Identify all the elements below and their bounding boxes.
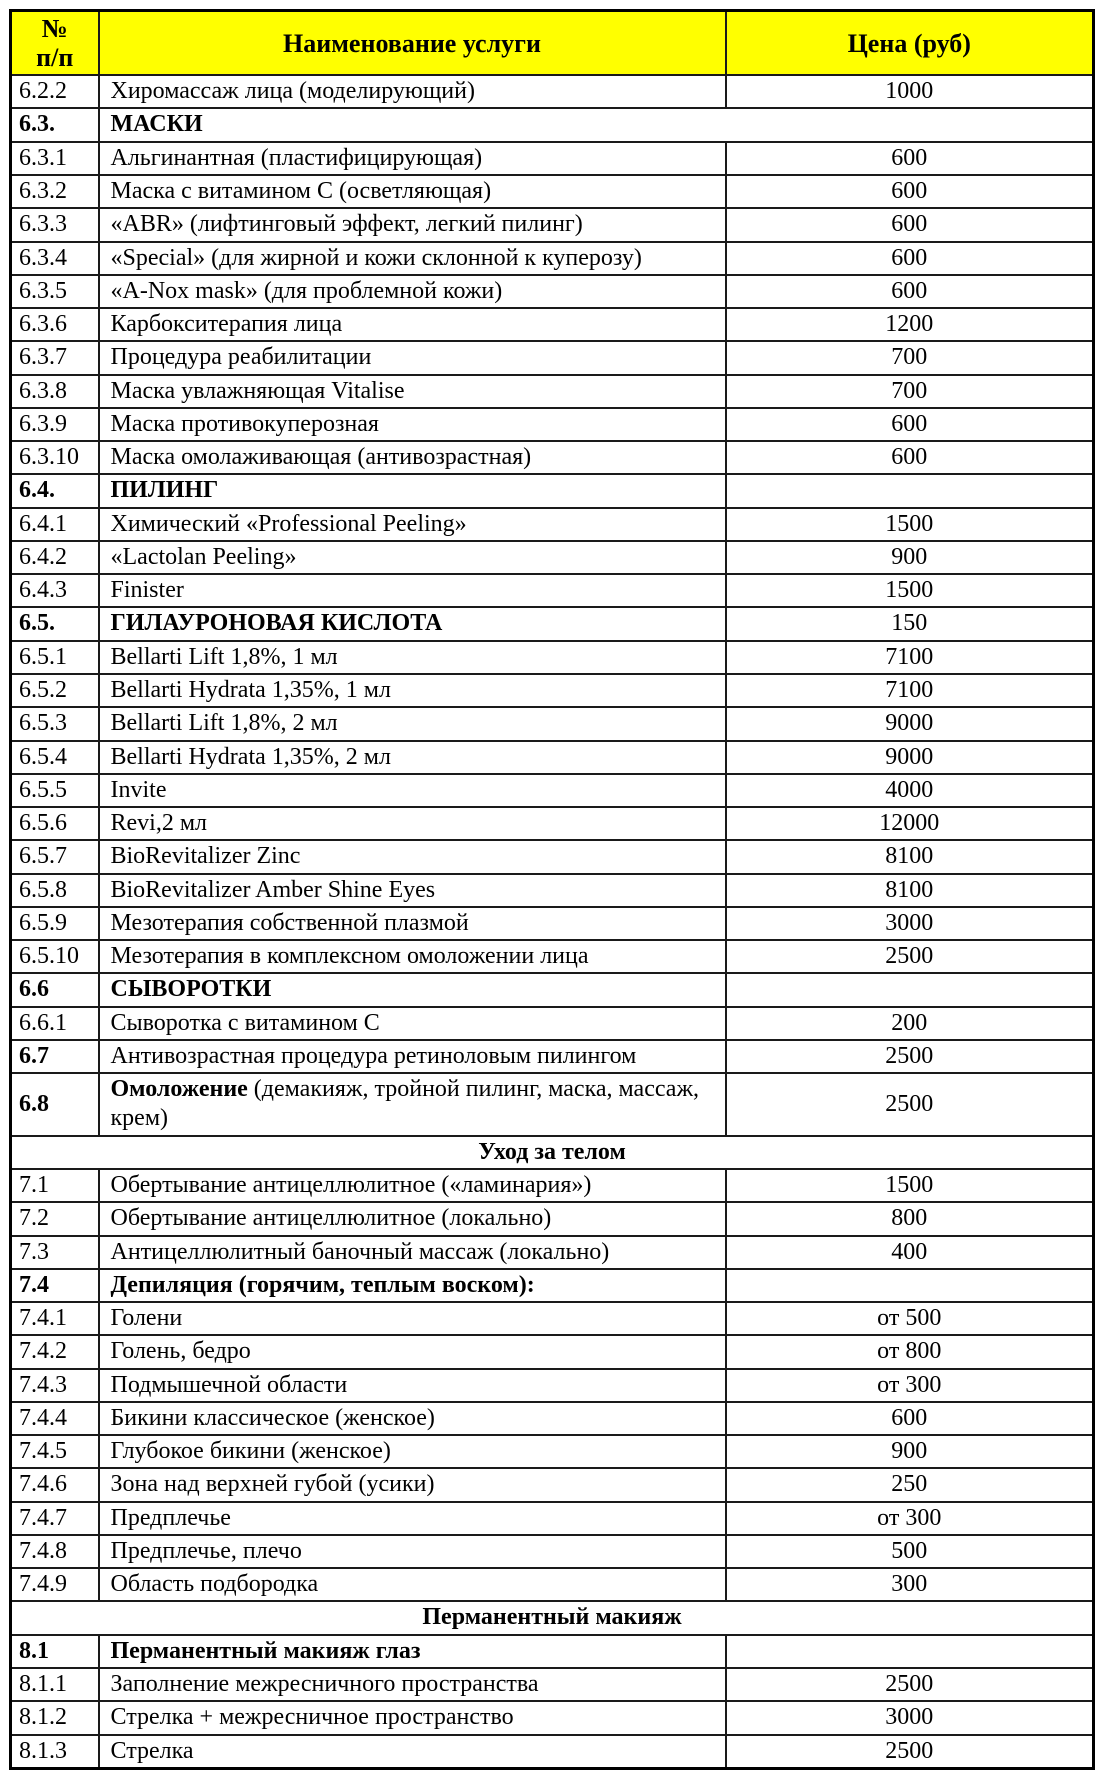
price-value: 9000 — [726, 741, 1094, 774]
service-name: Бикини классическое (женское) — [99, 1402, 726, 1435]
section-row — [11, 1269, 1094, 1302]
table-row — [11, 1369, 1094, 1402]
price-table — [9, 9, 1095, 1770]
price-value: 1500 — [726, 508, 1094, 541]
row-number: 6.5.10 — [11, 940, 99, 973]
row-number: 6.5.9 — [11, 907, 99, 940]
price-value: 900 — [726, 1435, 1094, 1468]
table-row — [11, 1568, 1094, 1601]
price-value: 600 — [726, 1402, 1094, 1435]
price-value: от 300 — [726, 1369, 1094, 1402]
table-row — [11, 1701, 1094, 1734]
table-row — [11, 940, 1094, 973]
price-value: от 500 — [726, 1302, 1094, 1335]
service-name: Зона над верхней губой (усики) — [99, 1468, 726, 1501]
price-value: 250 — [726, 1468, 1094, 1501]
row-number: 7.4 — [11, 1269, 99, 1302]
service-name: Антивозрастная процедура ретиноловым пилингом — [99, 1040, 726, 1073]
table-row — [11, 408, 1094, 441]
price-value: 9000 — [726, 707, 1094, 740]
table-row — [11, 1302, 1094, 1335]
row-number: 6.5.1 — [11, 641, 99, 674]
price-value: 600 — [726, 242, 1094, 275]
table-row — [11, 75, 1094, 108]
row-number: 6.5.6 — [11, 807, 99, 840]
price-value: 600 — [726, 275, 1094, 308]
row-number: 6.3.7 — [11, 341, 99, 374]
table-row — [11, 1502, 1094, 1535]
price-value: 3000 — [726, 1701, 1094, 1734]
service-name: ПИЛИНГ — [99, 474, 726, 507]
price-value: 1000 — [726, 75, 1094, 108]
row-number: 6.3.10 — [11, 441, 99, 474]
table-row — [11, 242, 1094, 275]
table-row — [11, 1169, 1094, 1202]
service-name: Омоложение (демакияж, тройной пилинг, маска, массаж, крем) — [99, 1073, 726, 1136]
price-value: 8100 — [726, 840, 1094, 873]
col-header-price: Цена (руб) — [726, 11, 1094, 76]
section-row — [11, 1635, 1094, 1668]
table-row — [11, 1402, 1094, 1435]
price-value: 3000 — [726, 907, 1094, 940]
table-row — [11, 541, 1094, 574]
service-name: Голень, бедро — [99, 1335, 726, 1368]
col-header-service: Наименование услуги — [99, 11, 726, 76]
row-number: 6.4.1 — [11, 508, 99, 541]
row-number: 7.4.2 — [11, 1335, 99, 1368]
price-value: 200 — [726, 1007, 1094, 1040]
service-name: Область подбородка — [99, 1568, 726, 1601]
service-name: Антицеллюлитный баночный массаж (локально) — [99, 1236, 726, 1269]
table-row — [11, 1735, 1094, 1769]
row-number: 6.6.1 — [11, 1007, 99, 1040]
service-name: Bellarti Lift 1,8%, 1 мл — [99, 641, 726, 674]
table-row — [11, 142, 1094, 175]
price-value: от 800 — [726, 1335, 1094, 1368]
row-number: 7.2 — [11, 1202, 99, 1235]
group-title-row — [11, 1601, 1094, 1634]
price-value: 2500 — [726, 940, 1094, 973]
row-number: 7.4.4 — [11, 1402, 99, 1435]
row-number: 7.4.8 — [11, 1535, 99, 1568]
price-value: 2500 — [726, 1073, 1094, 1136]
row-number: 6.5.3 — [11, 707, 99, 740]
table-row — [11, 308, 1094, 341]
service-name: «A-Nox mask» (для проблемной кожи) — [99, 275, 726, 308]
price-value: 500 — [726, 1535, 1094, 1568]
service-name: Сыворотка с витамином С — [99, 1007, 726, 1040]
service-name: Химический «Professional Peeling» — [99, 508, 726, 541]
row-number: 8.1.2 — [11, 1701, 99, 1734]
row-number: 7.3 — [11, 1236, 99, 1269]
row-number: 7.1 — [11, 1169, 99, 1202]
service-name: Глубокое бикини (женское) — [99, 1435, 726, 1468]
service-name: Заполнение межресничного пространства — [99, 1668, 726, 1701]
table-row — [11, 375, 1094, 408]
table-row — [11, 275, 1094, 308]
service-name: Маска увлажняющая Vitalise — [99, 375, 726, 408]
price-value: 150 — [726, 607, 1094, 640]
table-row — [11, 508, 1094, 541]
table-row — [11, 208, 1094, 241]
price-value: 600 — [726, 208, 1094, 241]
row-number: 6.3.6 — [11, 308, 99, 341]
service-name: BioRevitalizer Zinc — [99, 840, 726, 873]
row-number: 6.2.2 — [11, 75, 99, 108]
row-number: 6.5.5 — [11, 774, 99, 807]
row-number: 6.3.3 — [11, 208, 99, 241]
service-name: ГИЛАУРОНОВАЯ КИСЛОТА — [99, 607, 726, 640]
service-name: «Lactolan Peeling» — [99, 541, 726, 574]
price-value: 700 — [726, 375, 1094, 408]
col-header-num-line2: п/п — [36, 43, 74, 73]
row-number: 6.5.2 — [11, 674, 99, 707]
col-header-num — [11, 11, 99, 76]
service-name: Revi,2 мл — [99, 807, 726, 840]
table-row — [11, 1040, 1094, 1073]
row-number: 6.3.4 — [11, 242, 99, 275]
table-row — [11, 707, 1094, 740]
row-number: 6.5.4 — [11, 741, 99, 774]
price-value: 700 — [726, 341, 1094, 374]
table-row — [11, 774, 1094, 807]
table-row — [11, 641, 1094, 674]
table-row — [11, 175, 1094, 208]
row-number: 6.8 — [11, 1073, 99, 1136]
price-value: 600 — [726, 175, 1094, 208]
table-row — [11, 1007, 1094, 1040]
price-value — [726, 1269, 1094, 1302]
service-name: Finister — [99, 574, 726, 607]
price-value: 2500 — [726, 1040, 1094, 1073]
service-name: Маска противокуперозная — [99, 408, 726, 441]
service-name: Bellarti Hydrata 1,35%, 1 мл — [99, 674, 726, 707]
table-row — [11, 874, 1094, 907]
price-value: 900 — [726, 541, 1094, 574]
table-row — [11, 1468, 1094, 1501]
table-row — [11, 1236, 1094, 1269]
table-header-row — [11, 11, 1094, 76]
service-name: Карбокситерапия лица — [99, 308, 726, 341]
row-number: 7.4.7 — [11, 1502, 99, 1535]
row-number: 8.1 — [11, 1635, 99, 1668]
row-number: 8.1.3 — [11, 1735, 99, 1769]
row-number: 6.3. — [11, 108, 99, 141]
service-name: Перманентный макияж глаз — [99, 1635, 726, 1668]
table-row — [11, 1535, 1094, 1568]
row-number: 6.3.1 — [11, 142, 99, 175]
price-value: 600 — [726, 441, 1094, 474]
price-value: 7100 — [726, 641, 1094, 674]
row-number: 6.4.3 — [11, 574, 99, 607]
row-number: 6.3.2 — [11, 175, 99, 208]
service-name: Подмышечной области — [99, 1369, 726, 1402]
service-name: Стрелка — [99, 1735, 726, 1769]
price-value: 4000 — [726, 774, 1094, 807]
price-value: 1200 — [726, 308, 1094, 341]
row-number: 6.3.5 — [11, 275, 99, 308]
row-number: 6.7 — [11, 1040, 99, 1073]
group-title: Уход за телом — [11, 1136, 1094, 1169]
price-value: 2500 — [726, 1735, 1094, 1769]
table-row — [11, 1202, 1094, 1235]
service-name: Мезотерапия собственной плазмой — [99, 907, 726, 940]
price-value: 12000 — [726, 807, 1094, 840]
service-name: «Special» (для жирной и кожи склонной к куперозу) — [99, 242, 726, 275]
table-row — [11, 574, 1094, 607]
row-number: 6.5.8 — [11, 874, 99, 907]
price-value — [726, 973, 1094, 1006]
service-name: «ABR» (лифтинговый эффект, легкий пилинг) — [99, 208, 726, 241]
row-number: 6.3.8 — [11, 375, 99, 408]
price-value — [726, 474, 1094, 507]
price-value: 7100 — [726, 674, 1094, 707]
service-name: Маска омолаживающая (антивозрастная) — [99, 441, 726, 474]
service-name: Обертывание антицеллюлитное (локально) — [99, 1202, 726, 1235]
service-name: Альгинантная (пластифицирующая) — [99, 142, 726, 175]
row-number: 7.4.3 — [11, 1369, 99, 1402]
col-header-num-line1: № — [41, 14, 68, 43]
row-number: 7.4.9 — [11, 1568, 99, 1601]
service-name: Депиляция (горячим, теплым воском): — [99, 1269, 726, 1302]
table-row — [11, 674, 1094, 707]
price-value: 1500 — [726, 1169, 1094, 1202]
price-value: 800 — [726, 1202, 1094, 1235]
row-number: 6.6 — [11, 973, 99, 1006]
row-number: 7.4.6 — [11, 1468, 99, 1501]
service-name: Процедура реабилитации — [99, 341, 726, 374]
row-number: 6.3.9 — [11, 408, 99, 441]
price-table-body — [11, 75, 1094, 1768]
table-row — [11, 807, 1094, 840]
price-value: 600 — [726, 408, 1094, 441]
price-value: 2500 — [726, 1668, 1094, 1701]
price-value — [726, 1635, 1094, 1668]
section-row — [11, 973, 1094, 1006]
group-title: Перманентный макияж — [11, 1601, 1094, 1634]
service-name: Предплечье, плечо — [99, 1535, 726, 1568]
service-name: Invite — [99, 774, 726, 807]
price-value: 8100 — [726, 874, 1094, 907]
row-number: 8.1.1 — [11, 1668, 99, 1701]
service-name: Маска с витамином С (осветляющая) — [99, 175, 726, 208]
service-name: Обертывание антицеллюлитное («ламинария») — [99, 1169, 726, 1202]
price-value: от 300 — [726, 1502, 1094, 1535]
service-name: BioRevitalizer Amber Shine Eyes — [99, 874, 726, 907]
row-number: 6.4.2 — [11, 541, 99, 574]
service-name: Предплечье — [99, 1502, 726, 1535]
table-row — [11, 1335, 1094, 1368]
price-value: 400 — [726, 1236, 1094, 1269]
table-row — [11, 907, 1094, 940]
section-row — [11, 607, 1094, 640]
row-number: 7.4.1 — [11, 1302, 99, 1335]
table-row — [11, 441, 1094, 474]
table-row — [11, 741, 1094, 774]
service-name: Bellarti Lift 1,8%, 2 мл — [99, 707, 726, 740]
table-row — [11, 840, 1094, 873]
row-number: 6.5. — [11, 607, 99, 640]
section-row — [11, 474, 1094, 507]
row-number: 7.4.5 — [11, 1435, 99, 1468]
table-row — [11, 1073, 1094, 1136]
section-row — [11, 108, 1094, 141]
service-name: Bellarti Hydrata 1,35%, 2 мл — [99, 741, 726, 774]
service-name: МАСКИ — [99, 108, 1094, 141]
table-row — [11, 1435, 1094, 1468]
service-name: СЫВОРОТКИ — [99, 973, 726, 1006]
table-row — [11, 1668, 1094, 1701]
service-name: Мезотерапия в комплексном омоложении лица — [99, 940, 726, 973]
price-value: 1500 — [726, 574, 1094, 607]
row-number: 6.5.7 — [11, 840, 99, 873]
group-title-row — [11, 1136, 1094, 1169]
table-row — [11, 341, 1094, 374]
row-number: 6.4. — [11, 474, 99, 507]
service-name: Стрелка + межресничное пространство — [99, 1701, 726, 1734]
service-name: Голени — [99, 1302, 726, 1335]
price-value: 300 — [726, 1568, 1094, 1601]
service-name: Хиромассаж лица (моделирующий) — [99, 75, 726, 108]
price-value: 600 — [726, 142, 1094, 175]
